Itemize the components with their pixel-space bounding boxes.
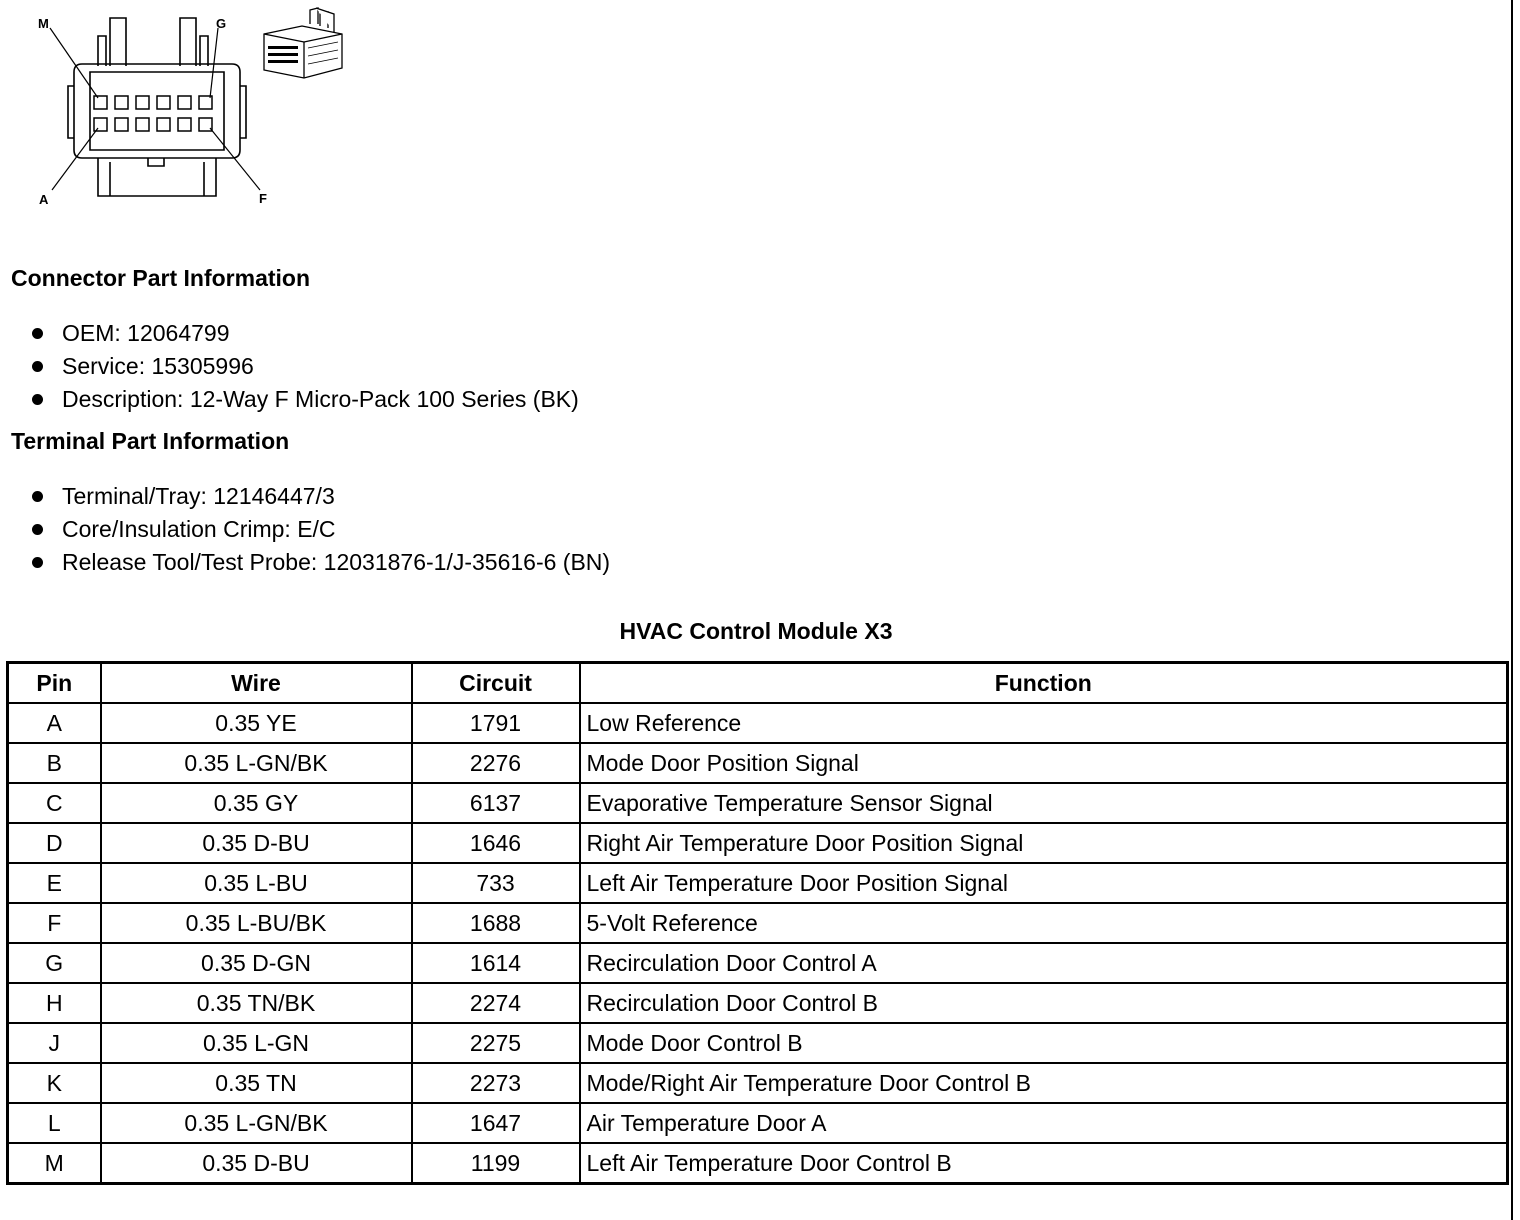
table-header-row xyxy=(8,663,1508,704)
cell-circuit: 6137 xyxy=(412,783,580,823)
table-body xyxy=(8,703,1508,1184)
cell-pin: M xyxy=(8,1143,101,1184)
table-row xyxy=(8,703,1508,743)
header-circuit: Circuit xyxy=(412,663,580,704)
pinout-table xyxy=(6,661,1509,1185)
cell-pin: K xyxy=(8,1063,101,1103)
cell-circuit: 1614 xyxy=(412,943,580,983)
cell-function: Mode/Right Air Temperature Door Control B xyxy=(580,1063,1508,1103)
table-row xyxy=(8,743,1508,783)
connector-part-info-heading: Connector Part Information xyxy=(11,265,311,291)
header-pin: Pin xyxy=(8,663,101,704)
table-row xyxy=(8,1063,1508,1103)
cell-pin: L xyxy=(8,1103,101,1143)
header-function: Function xyxy=(580,663,1508,704)
cell-pin: H xyxy=(8,983,101,1023)
cell-circuit: 1199 xyxy=(412,1143,580,1184)
connector-face-diagram xyxy=(30,10,280,210)
terminal-part-info-list xyxy=(30,480,610,579)
cell-pin: J xyxy=(8,1023,101,1063)
cell-function: 5-Volt Reference xyxy=(580,903,1508,943)
table-row xyxy=(8,1103,1508,1143)
list-item: Core/Insulation Crimp: E/C xyxy=(30,513,610,546)
cell-wire: 0.35 L-BU/BK xyxy=(101,903,412,943)
cell-function: Left Air Temperature Door Control B xyxy=(580,1143,1508,1184)
cell-wire: 0.35 L-GN/BK xyxy=(101,1103,412,1143)
connector-part-info-list xyxy=(30,317,579,416)
cell-circuit: 1646 xyxy=(412,823,580,863)
list-item: Service: 15305996 xyxy=(30,350,579,383)
cell-pin: D xyxy=(8,823,101,863)
list-item: Terminal/Tray: 12146447/3 xyxy=(30,480,610,513)
table-row xyxy=(8,1143,1508,1184)
cell-pin: F xyxy=(8,903,101,943)
cell-function: Evaporative Temperature Sensor Signal xyxy=(580,783,1508,823)
list-item: OEM: 12064799 xyxy=(30,317,579,350)
cell-wire: 0.35 L-GN xyxy=(101,1023,412,1063)
cell-function: Mode Door Position Signal xyxy=(580,743,1508,783)
cell-circuit: 733 xyxy=(412,863,580,903)
cell-circuit: 2276 xyxy=(412,743,580,783)
table-row xyxy=(8,943,1508,983)
cell-circuit: 2273 xyxy=(412,1063,580,1103)
callout-pin-m: M xyxy=(38,16,49,31)
callout-pin-g: G xyxy=(216,16,227,31)
cell-pin: B xyxy=(8,743,101,783)
header-wire: Wire xyxy=(101,663,412,704)
list-item: Release Tool/Test Probe: 12031876-1/J-35616-6 (BN) xyxy=(30,546,610,579)
page-right-border xyxy=(1511,0,1513,1220)
cell-circuit: 1791 xyxy=(412,703,580,743)
table-row xyxy=(8,1023,1508,1063)
table-row xyxy=(8,783,1508,823)
cell-pin: A xyxy=(8,703,101,743)
cell-pin: C xyxy=(8,783,101,823)
list-item: Description: 12-Way F Micro-Pack 100 Series (BK) xyxy=(30,383,579,416)
table-row xyxy=(8,823,1508,863)
cell-wire: 0.35 D-BU xyxy=(101,823,412,863)
cell-circuit: 1688 xyxy=(412,903,580,943)
callout-pin-f: F xyxy=(259,191,267,206)
cell-pin: G xyxy=(8,943,101,983)
cell-function: Recirculation Door Control B xyxy=(580,983,1508,1023)
cell-circuit: 1647 xyxy=(412,1103,580,1143)
cell-wire: 0.35 TN xyxy=(101,1063,412,1103)
cell-function: Mode Door Control B xyxy=(580,1023,1508,1063)
cell-wire: 0.35 GY xyxy=(101,783,412,823)
cell-wire: 0.35 L-GN/BK xyxy=(101,743,412,783)
table-row xyxy=(8,983,1508,1023)
cell-function: Recirculation Door Control A xyxy=(580,943,1508,983)
cell-pin: E xyxy=(8,863,101,903)
table-row xyxy=(8,863,1508,903)
connector-isometric-view xyxy=(258,4,348,84)
cell-wire: 0.35 L-BU xyxy=(101,863,412,903)
table-row xyxy=(8,903,1508,943)
terminal-part-info-heading: Terminal Part Information xyxy=(11,428,290,454)
cell-wire: 0.35 D-GN xyxy=(101,943,412,983)
cell-wire: 0.35 TN/BK xyxy=(101,983,412,1023)
cell-function: Left Air Temperature Door Position Signal xyxy=(580,863,1508,903)
cell-circuit: 2274 xyxy=(412,983,580,1023)
cell-function: Right Air Temperature Door Position Signal xyxy=(580,823,1508,863)
table-title: HVAC Control Module X3 xyxy=(619,618,893,644)
cell-function: Low Reference xyxy=(580,703,1508,743)
cell-circuit: 2275 xyxy=(412,1023,580,1063)
cell-wire: 0.35 D-BU xyxy=(101,1143,412,1184)
cell-function: Air Temperature Door A xyxy=(580,1103,1508,1143)
callout-pin-a: A xyxy=(39,192,49,207)
cell-wire: 0.35 YE xyxy=(101,703,412,743)
